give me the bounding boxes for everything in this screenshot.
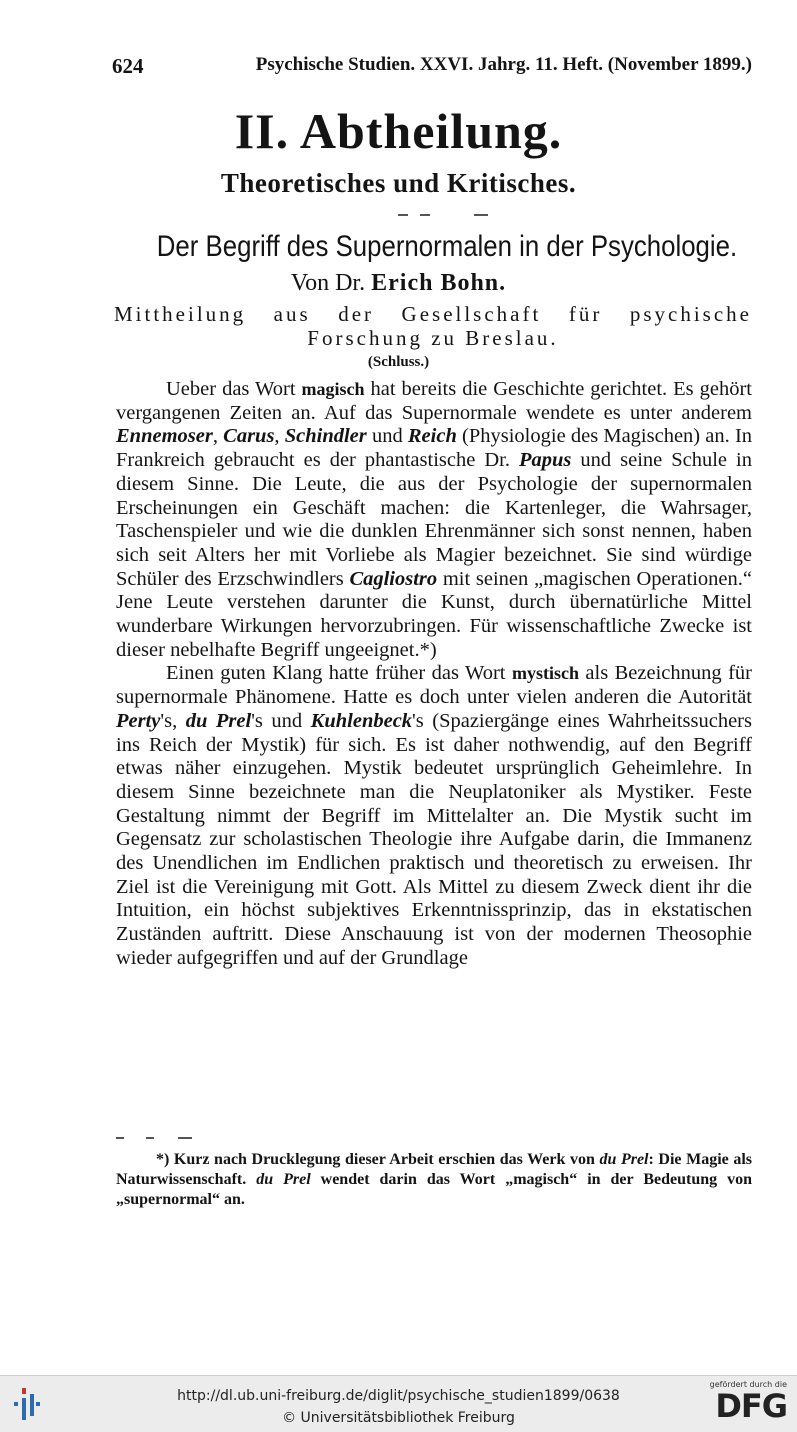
article-body xyxy=(116,378,752,971)
person-name: Carus xyxy=(223,425,275,448)
author-name: Erich Bohn. xyxy=(371,270,507,296)
person-name: Kuhlenbeck xyxy=(310,709,413,732)
running-header xyxy=(112,54,752,79)
person-name: du Prel xyxy=(599,1151,649,1168)
funder-tagline: gefördert durch die xyxy=(709,1380,787,1389)
footnote: *) Kurz nach Drucklegung dieser Arbeit erschien das Werk von du Prel: Die Magie als Naturwissenschaft. du Prel wendet darin das Wort „magisch“ in der Bedeutung von „supernormal“ an. xyxy=(116,1151,753,1208)
footnote-separator xyxy=(146,1137,154,1139)
byline xyxy=(0,270,797,297)
continuation-note: (Schluss.) xyxy=(367,354,430,370)
emphasized-term: magisch xyxy=(301,379,365,399)
page-number: 624 xyxy=(112,54,144,78)
emphasized-term: mystisch xyxy=(511,663,579,684)
person-name: Reich xyxy=(407,425,457,448)
viewer-footer xyxy=(0,1375,797,1432)
section-title: II. Abtheilung. xyxy=(234,103,563,159)
funder-logo xyxy=(703,1380,787,1428)
footnote-separator xyxy=(178,1137,192,1139)
separator-dash xyxy=(474,214,488,216)
person-name: Schindler xyxy=(284,425,367,448)
separator-dash xyxy=(420,214,430,216)
footnote-separator xyxy=(116,1137,124,1139)
article-title: Der Begriff des Supernormalen in der Psychologie. xyxy=(156,230,738,263)
society-note: Mittheilung aus der Gesellschaft für psychische Forschung zu Breslau. xyxy=(114,302,752,350)
person-name: du Prel xyxy=(185,709,252,732)
person-name: Cagliostro xyxy=(349,567,438,590)
person-name: Perty xyxy=(116,709,161,732)
person-name: du Prel xyxy=(256,1171,311,1188)
separator-dash xyxy=(398,214,408,216)
person-name: Ennemoser xyxy=(116,425,213,448)
running-title: Psychische Studien. XXVI. Jahrg. 11. Heft. (November 1899.) xyxy=(255,54,752,75)
dfg-logo-icon: DFG xyxy=(715,1387,787,1425)
byline-prefix: Von Dr. xyxy=(290,270,366,296)
section-subtitle: Theoretisches und Kritisches. xyxy=(220,168,577,198)
permalink-url[interactable]: http://dl.ub.uni-freiburg.de/diglit/psychische_studien1899/0638 xyxy=(177,1388,620,1404)
paragraph: Ueber das Wort magisch hat bereits die Geschichte gerichtet. Es gehört vergangenen Zeiten an. Auf das Supernormale wendete es unter anderem Ennemoser, Carus, Schindler und Reich (Physiologie des Magischen) an. In Frankreich gebraucht es der phantastische Dr. Papus und seine Schule in diesem Sinne. Die Leute, die aus der Psychologie der supernormalen Erscheinungen ein Geschäft machen: die Kartenleger, die Wahrsager, Taschenspieler und wie die dunklen Ehrenmänner sich sonst nennen, haben sich seit Alters her mit Vorliebe als Magier bezeichnet. Sie sind würdige Schüler des Erzschwindlers Cagliostro mit seinen „magischen Operationen.“ Jene Leute verstehen darunter die Kunst, durch übernatürliche Mittel wunderbare Wirkungen hervorzubringen. Für wissenschaftliche Zwecke ist dieser nebelhafte Begriff ungeeignet.*) xyxy=(116,378,753,661)
paragraph: Einen guten Klang hatte früher das Wort mystisch als Bezeichnung für supernormale Phänomene. Hatte es doch unter vielen anderen die Autorität Perty's, du Prel's und Kuhlenbeck's (Spaziergänge eines Wahrheitssuchers ins Reich der Mystik) für sich. Es ist daher nothwendig, auf den Begriff etwas näher einzugehen. Mystik bedeutet ursprünglich Geheimlehre. In diesem Sinne bezeichnete man die Neuplatoniker als Mystiker. Feste Gestaltung nimmt der Begriff im Mittelalter an. Die Mystik sucht im Gegensatz zur scholastischen Theologie ihre Aufgabe darin, die Immanenz des Unendlichen im Endlichen praktisch und theoretisch zu erweisen. Ihr Ziel ist die Vereinigung mit Gott. Als Mittel zu diesem Zweck dient ihr die Intuition, ein höchst subjektives Erkenntnissprinzip, das in ekstatischen Zuständen auftritt. Diese Anschauung ist von der modernen Theosophie wieder aufgegriffen und auf der Grundlage xyxy=(116,662,752,969)
copyright-text: © Universitätsbibliothek Freiburg xyxy=(282,1410,515,1426)
person-name: Papus xyxy=(518,449,572,472)
